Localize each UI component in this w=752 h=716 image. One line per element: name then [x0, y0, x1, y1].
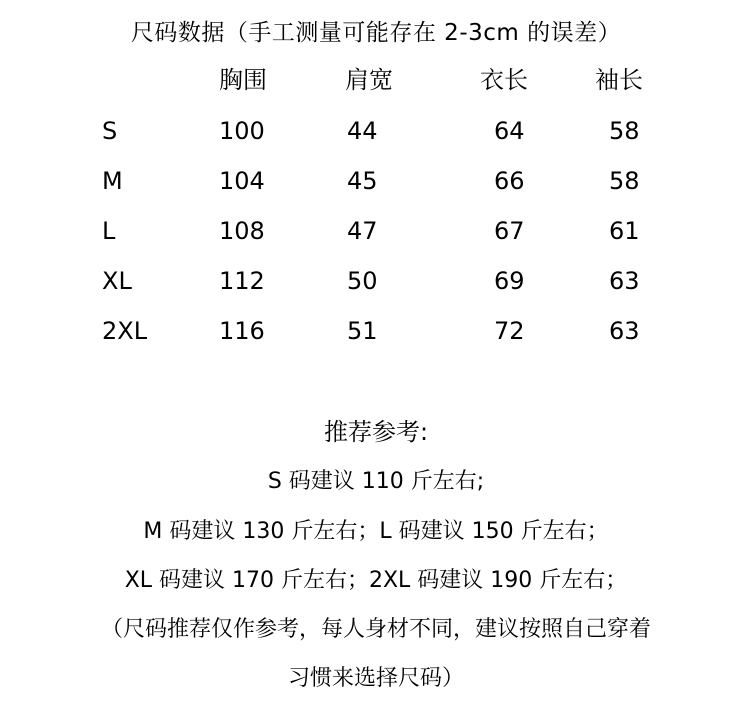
table-cell: 63: [609, 267, 640, 295]
header-length: 衣长: [480, 66, 528, 94]
table-cell: 64: [494, 117, 525, 145]
header-shoulder: 肩宽: [345, 66, 393, 94]
table-cell: 66: [494, 167, 525, 195]
header-chest: 胸围: [219, 66, 267, 94]
recommend-title: 推荐参考:: [323, 418, 429, 446]
recommend-line: XL 码建议 170 斤左右；2XL 码建议 190 斤左右；: [124, 568, 628, 593]
recommend-line: 习惯来选择尺码）: [287, 666, 464, 691]
recommend-line: （尺码推荐仅作参考，每人身材不同，建议按照自己穿着: [100, 617, 651, 642]
table-cell: 63: [609, 317, 640, 345]
table-cell: 108: [219, 217, 265, 245]
size-label: L: [102, 217, 116, 245]
table-cell: 100: [219, 117, 265, 145]
size-label: S: [102, 117, 118, 145]
size-label: XL: [102, 267, 132, 295]
size-label: 2XL: [102, 317, 148, 345]
table-cell: 45: [347, 167, 378, 195]
table-cell: 50: [347, 267, 378, 295]
table-cell: 47: [347, 217, 378, 245]
table-cell: 58: [609, 167, 640, 195]
recommend-line: S 码建议 110 斤左右;: [267, 469, 485, 494]
table-cell: 116: [219, 317, 265, 345]
table-cell: 67: [494, 217, 525, 245]
table-cell: 44: [347, 117, 378, 145]
table-cell: 72: [494, 317, 525, 345]
size-table: [0, 58, 752, 358]
table-cell: 104: [219, 167, 265, 195]
header-sleeve: 袖长: [595, 66, 643, 94]
table-cell: 58: [609, 117, 640, 145]
table-cell: 69: [494, 267, 525, 295]
table-cell: 51: [347, 317, 378, 345]
size-label: M: [102, 167, 123, 195]
recommend-line: M 码建议 130 斤左右；L 码建议 150 斤左右；: [143, 519, 609, 544]
table-cell: 112: [219, 267, 265, 295]
page-title: 尺码数据（手工测量可能存在 2-3cm 的误差）: [130, 20, 622, 46]
table-cell: 61: [609, 217, 640, 245]
